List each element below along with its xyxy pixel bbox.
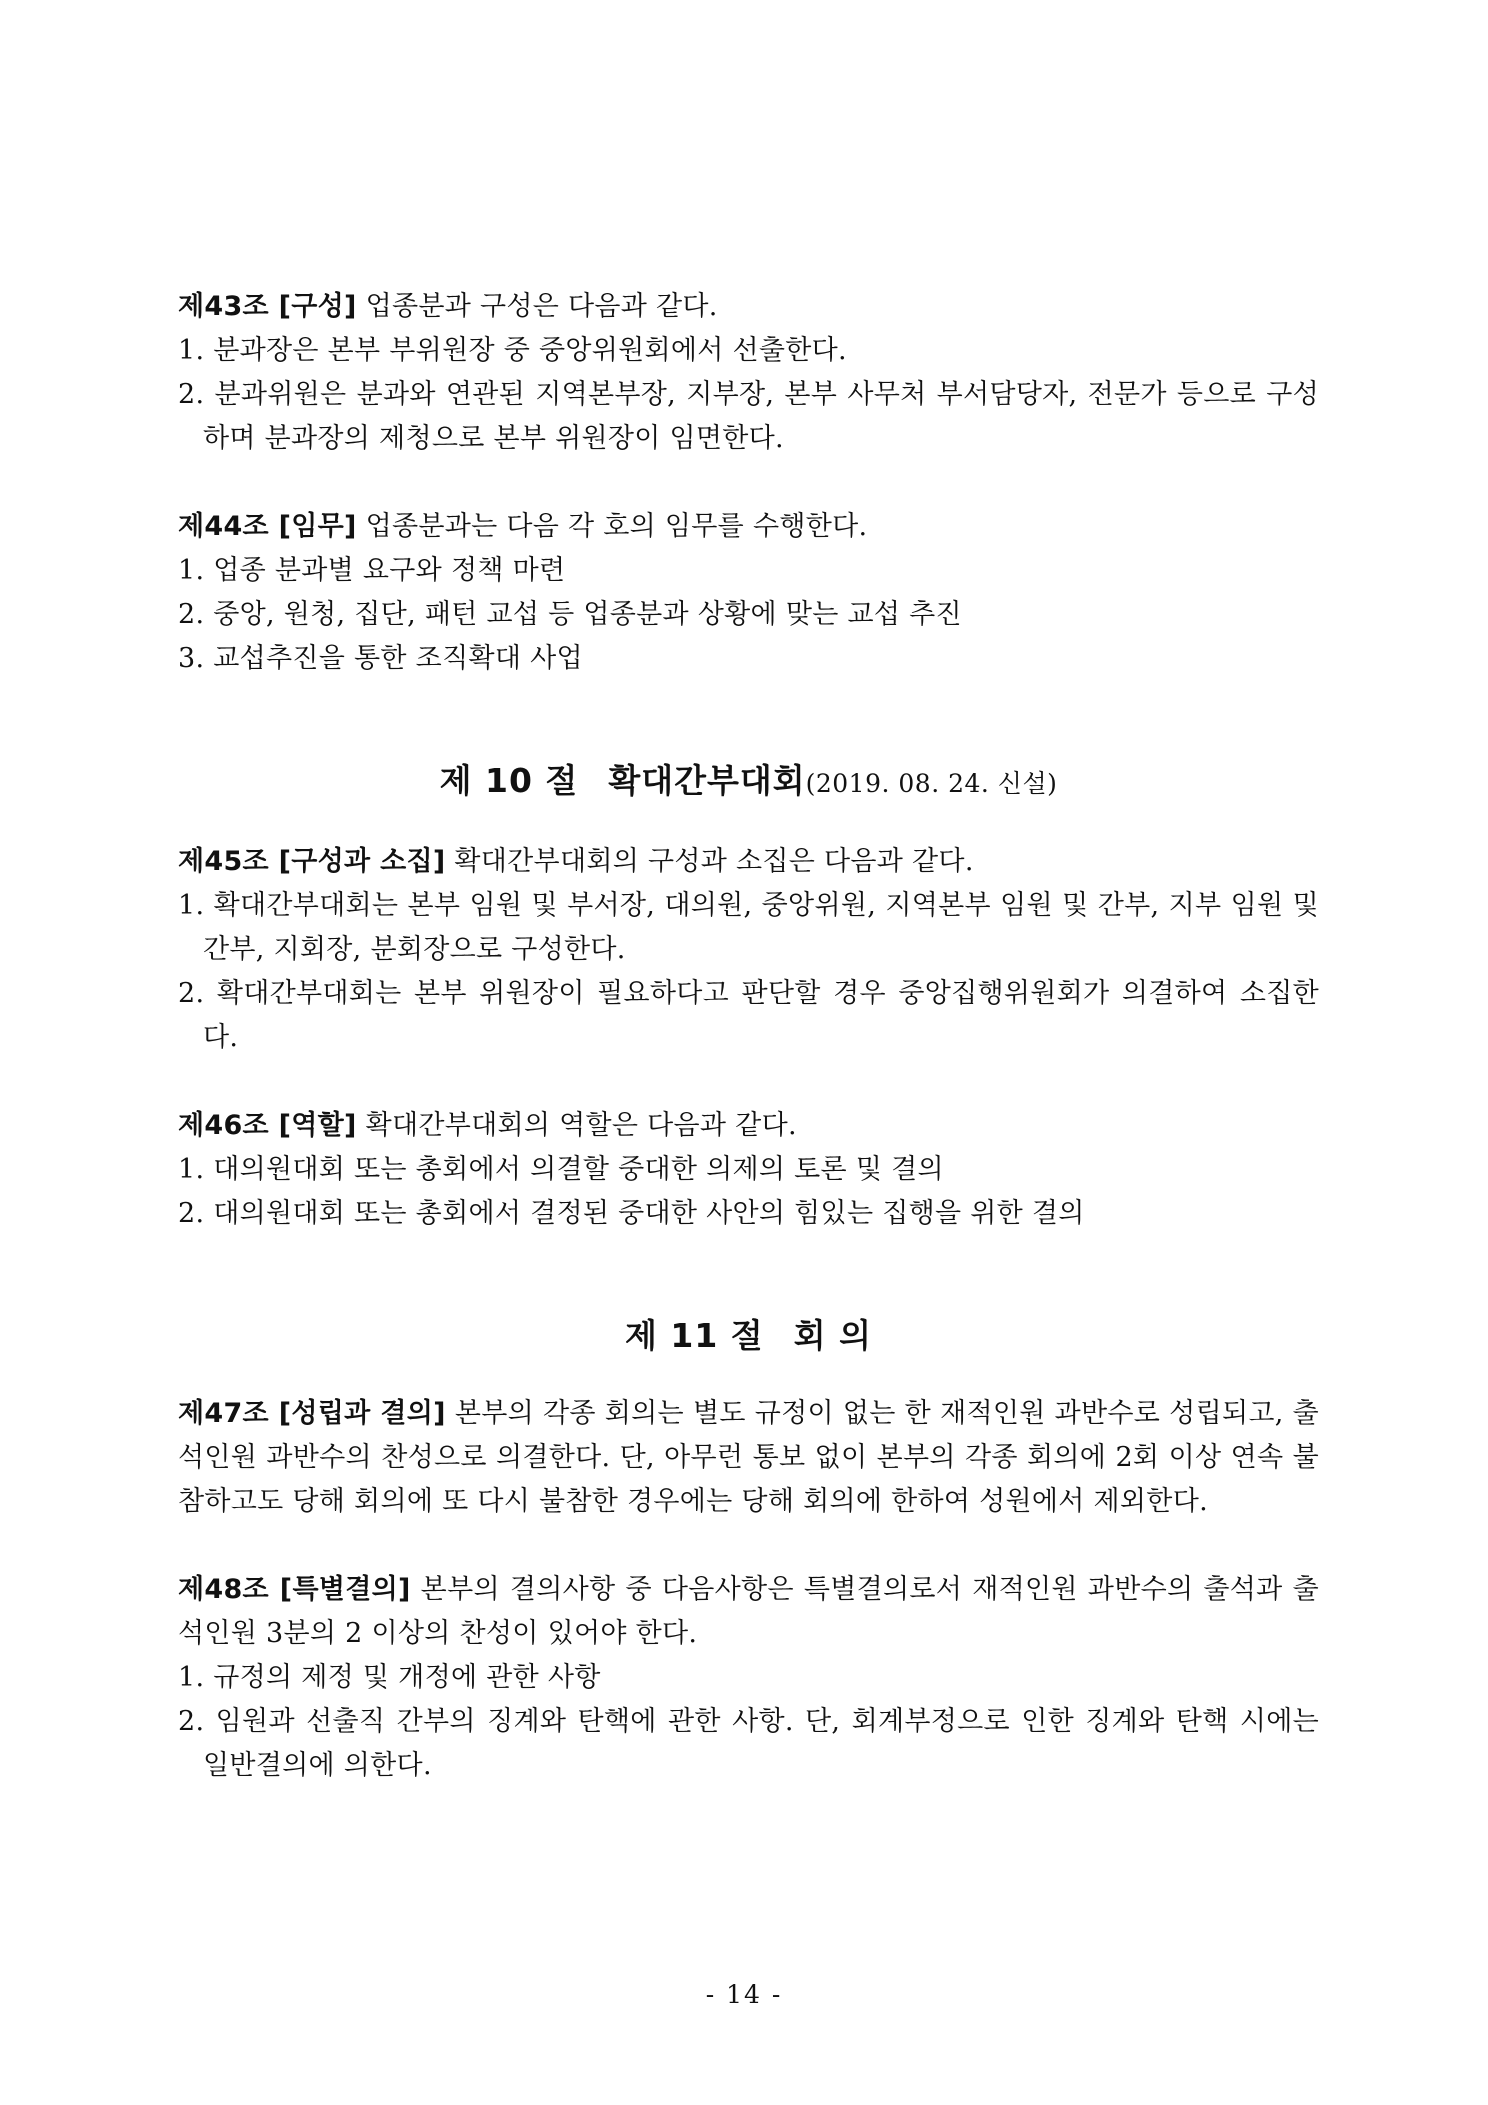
article-48-item-1: 1. 규정의 제정 및 개정에 관한 사항 <box>178 1662 601 1693</box>
article-45-heading <box>178 840 1319 884</box>
section-10-title: 확대간부대회 <box>608 761 806 800</box>
article-46-title: 제46조 [역할] <box>178 1110 357 1141</box>
article-48-title: 제48조 [특별결의] <box>178 1574 411 1605</box>
article-43-title: 제43조 [구성] <box>178 291 357 322</box>
section-11-heading <box>178 1308 1319 1364</box>
article-46-item-2: 2. 대의원대회 또는 총회에서 결정된 중대한 사안의 힘있는 집행을 위한 결의 <box>178 1198 1085 1229</box>
article-44-item-3: 3. 교섭추진을 통한 조직확대 사업 <box>178 643 583 674</box>
article-46-heading <box>178 1104 1319 1148</box>
article-45-item-2: 2. 확대간부대회는 본부 위원장이 필요하다고 판단할 경우 중앙집행위원회가 의결하여 소집한다. <box>178 978 1319 1053</box>
article-48-item-2: 2. 임원과 선출직 간부의 징계와 탄핵에 관한 사항. 단, 회계부정으로 인한 징계와 탄핵 시에는 일반결의에 의한다. <box>178 1706 1319 1781</box>
article-45-title: 제45조 [구성과 소집] <box>178 846 446 877</box>
article-44-intro: 업종분과는 다음 각 호의 임무를 수행한다. <box>356 511 868 542</box>
article-44-title: 제44조 [임무] <box>178 511 357 542</box>
article-43-heading <box>178 285 1319 329</box>
section-11-title: 회 의 <box>793 1316 872 1355</box>
section-11-number: 제 11 절 <box>625 1316 764 1355</box>
article-47-title: 제47조 [성립과 결의] <box>178 1398 446 1429</box>
article-47-text: 본부의 각종 회의는 별도 규정이 없는 한 재적인원 과반수로 성립되고, 출석인원 과반수의 찬성으로 의결한다. 단, 아무런 통보 없이 본부의 각종 회의에 2회 이상 연속 불참하고도 당해 회의에 또 다시 불참한 경우에는 당해 회의에 한하여 성원에서 제외한다. <box>178 1398 1319 1517</box>
article-43-item-1: 1. 분과장은 본부 부위원장 중 중앙위원회에서 선출한다. <box>178 335 847 366</box>
article-48-text: 본부의 결의사항 중 다음사항은 특별결의로서 재적인원 과반수의 출석과 출석인원 3분의 2 이상의 찬성이 있어야 한다. <box>178 1574 1319 1649</box>
article-44-heading <box>178 505 1319 549</box>
document-body <box>178 285 1319 1788</box>
article-46-item-1: 1. 대의원대회 또는 총회에서 의결할 중대한 의제의 토론 및 결의 <box>178 1154 944 1185</box>
section-10-note: (2019. 08. 24. 신설) <box>805 769 1058 798</box>
article-48-paragraph <box>178 1568 1319 1656</box>
article-44-item-1: 1. 업종 분과별 요구와 정책 마련 <box>178 555 566 586</box>
article-45-intro: 확대간부대회의 구성과 소집은 다음과 같다. <box>445 846 974 877</box>
section-10-heading <box>178 753 1319 812</box>
article-43-intro: 업종분과 구성은 다음과 같다. <box>356 291 718 322</box>
page-number: - 14 - <box>705 1980 783 2009</box>
article-45-item-1: 1. 확대간부대회는 본부 임원 및 부서장, 대의원, 중앙위원, 지역본부 임원 및 간부, 지부 임원 및 간부, 지회장, 분회장으로 구성한다. <box>178 890 1319 965</box>
article-44-item-2: 2. 중앙, 원청, 집단, 패턴 교섭 등 업종분과 상황에 맞는 교섭 추진 <box>178 599 962 630</box>
section-10-number: 제 10 절 <box>439 761 579 800</box>
article-46-intro: 확대간부대회의 역할은 다음과 같다. <box>356 1110 797 1141</box>
article-43-item-2: 2. 분과위원은 분과와 연관된 지역본부장, 지부장, 본부 사무처 부서담당자, 전문가 등으로 구성하며 분과장의 제청으로 본부 위원장이 임면한다. <box>178 379 1319 454</box>
article-47-paragraph <box>178 1392 1319 1524</box>
